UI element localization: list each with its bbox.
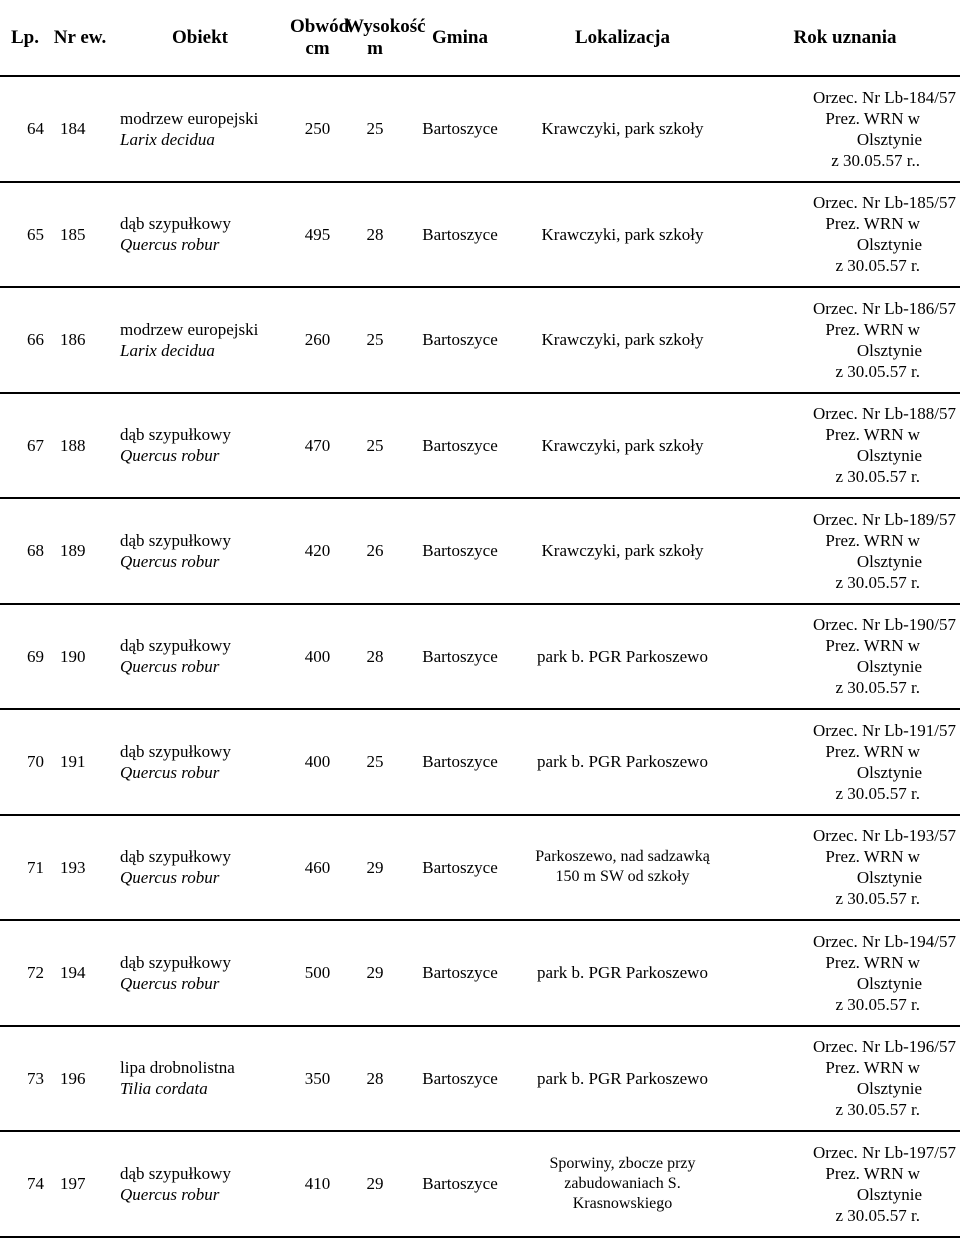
cell-rok (730, 920, 960, 1026)
table-body (0, 76, 960, 1237)
species-latin: Quercus robur (120, 762, 220, 782)
cell-rok (730, 393, 960, 499)
cell-obiekt (110, 182, 290, 288)
cell-obiekt (110, 498, 290, 604)
cell-lokalizacja (515, 1026, 730, 1132)
cell-wysokosc: 28 (366, 1068, 384, 1088)
lokalizacja-text: Krawczyki, park szkoły (541, 224, 704, 244)
lokalizacja-text: park b. PGR Parkoszewo (537, 1068, 708, 1088)
cell-rok (730, 182, 960, 288)
lokalizacja-text: Krawczyki, park szkoły (541, 330, 704, 350)
species-name: lipa drobnolistna (120, 1058, 235, 1078)
cell-nr: 184 (60, 119, 86, 139)
species-latin: Quercus robur (120, 446, 220, 466)
rok-line4: z 30.05.57 r. (835, 361, 920, 381)
species-latin: Quercus robur (120, 868, 220, 888)
rok-line4: z 30.05.57 r. (835, 467, 920, 487)
cell-lp: 68 (27, 541, 44, 561)
rok-line2: Prez. WRN w (825, 1163, 920, 1183)
rok-line4: z 30.05.57 r. (835, 256, 920, 276)
cell-obiekt (110, 920, 290, 1026)
cell-obwod: 460 (304, 857, 331, 877)
cell-lp: 71 (27, 857, 44, 877)
cell-obiekt (110, 1026, 290, 1132)
cell-wysokosc: 25 (366, 435, 384, 455)
species-name: dąb szypułkowy (120, 425, 231, 445)
cell-obwod: 400 (304, 752, 331, 772)
cell-lp: 74 (27, 1174, 44, 1194)
rok-line3: Olsztynie (856, 762, 922, 782)
cell-obwod: 495 (304, 224, 331, 244)
cell-rok (730, 76, 960, 182)
cell-nr: 190 (60, 646, 86, 666)
table-row (0, 498, 960, 604)
table-header (0, 0, 960, 76)
header-rok: Rok uznania (793, 26, 897, 48)
cell-gmina: Bartoszyce (422, 752, 498, 772)
cell-gmina: Bartoszyce (422, 646, 498, 666)
rok-line3: Olsztynie (856, 868, 922, 888)
rok-line2: Prez. WRN w (825, 214, 920, 234)
cell-nr: 197 (60, 1174, 86, 1194)
cell-nr: 186 (60, 330, 86, 350)
rok-line2: Prez. WRN w (825, 1058, 920, 1078)
cell-lokalizacja (515, 76, 730, 182)
table-row (0, 1131, 960, 1237)
rok-line4: z 30.05.57 r. (835, 889, 920, 909)
rok-line1: Orzec. Nr Lb-193/57 (812, 826, 956, 846)
rok-line1: Orzec. Nr Lb-194/57 (812, 931, 956, 951)
header-obiekt: Obiekt (172, 26, 228, 48)
lokalizacja-line2: 150 m SW od szkoły (555, 868, 690, 886)
cell-nr: 188 (60, 435, 86, 455)
cell-nr: 189 (60, 541, 86, 561)
header-lokalizacja: Lokalizacja (575, 26, 670, 48)
lokalizacja-line3: Krasnowskiego (572, 1194, 673, 1212)
rok-line3: Olsztynie (856, 129, 922, 149)
cell-lp: 70 (27, 752, 44, 772)
header-gmina: Gmina (432, 26, 488, 48)
rok-line2: Prez. WRN w (825, 952, 920, 972)
cell-lp: 72 (27, 963, 44, 983)
cell-gmina: Bartoszyce (422, 857, 498, 877)
rok-line3: Olsztynie (856, 657, 922, 677)
cell-lokalizacja (515, 920, 730, 1026)
rok-line4: z 30.05.57 r. (835, 994, 920, 1014)
cell-lokalizacja (515, 1131, 730, 1237)
cell-obwod: 410 (304, 1174, 331, 1194)
table-row (0, 920, 960, 1026)
rok-line3: Olsztynie (856, 1184, 922, 1204)
cell-obiekt (110, 1131, 290, 1237)
rok-line1: Orzec. Nr Lb-197/57 (812, 1142, 956, 1162)
rok-line3: Olsztynie (856, 340, 922, 360)
lokalizacja-multiline (549, 1154, 695, 1214)
cell-obiekt (110, 709, 290, 815)
cell-rok (730, 815, 960, 921)
cell-obiekt (110, 287, 290, 393)
cell-obwod: 420 (304, 541, 331, 561)
cell-rok (730, 498, 960, 604)
species-name: dąb szypułkowy (120, 214, 231, 234)
cell-lp: 65 (27, 224, 44, 244)
rok-line1: Orzec. Nr Lb-185/57 (812, 193, 956, 213)
table-row (0, 1026, 960, 1132)
cell-lp: 73 (27, 1068, 44, 1088)
lokalizacja-text: Krawczyki, park szkoły (541, 541, 704, 561)
cell-gmina: Bartoszyce (422, 963, 498, 983)
rok-line3: Olsztynie (856, 551, 922, 571)
species-name: dąb szypułkowy (120, 741, 231, 761)
cell-lokalizacja (515, 287, 730, 393)
cell-wysokosc: 25 (366, 119, 384, 139)
species-name: modrzew europejski (120, 108, 259, 128)
lokalizacja-line2: zabudowaniach S. (564, 1174, 681, 1192)
lokalizacja-text: park b. PGR Parkoszewo (537, 752, 708, 772)
rok-line4: z 30.05.57 r. (835, 783, 920, 803)
cell-gmina: Bartoszyce (422, 224, 498, 244)
table-row (0, 393, 960, 499)
cell-rok (730, 604, 960, 710)
cell-lp: 66 (27, 330, 44, 350)
header-obwod-label: Obwód (290, 15, 350, 37)
cell-nr: 191 (60, 752, 86, 772)
lokalizacja-line1: Parkoszewo, nad sadzawką (535, 848, 710, 866)
species-name: dąb szypułkowy (120, 847, 231, 867)
lokalizacja-text: Krawczyki, park szkoły (541, 435, 704, 455)
rok-line3: Olsztynie (856, 235, 922, 255)
cell-wysokosc: 25 (366, 752, 384, 772)
rok-line1: Orzec. Nr Lb-196/57 (812, 1037, 956, 1057)
cell-rok (730, 1026, 960, 1132)
header-wysokosc (345, 0, 426, 76)
cell-gmina: Bartoszyce (422, 541, 498, 561)
table-row (0, 815, 960, 921)
species-name: dąb szypułkowy (120, 530, 231, 550)
species-latin: Tilia cordata (120, 1079, 208, 1099)
cell-nr: 185 (60, 224, 86, 244)
cell-obwod: 250 (304, 119, 331, 139)
species-latin: Quercus robur (120, 551, 220, 571)
cell-lokalizacja (515, 604, 730, 710)
cell-obwod: 350 (304, 1068, 331, 1088)
cell-wysokosc: 29 (366, 963, 384, 983)
header-wysokosc-label: Wysokość (345, 15, 426, 37)
lokalizacja-text: park b. PGR Parkoszewo (537, 646, 708, 666)
table-row (0, 182, 960, 288)
rok-line3: Olsztynie (856, 446, 922, 466)
lokalizacja-text: park b. PGR Parkoszewo (537, 963, 708, 983)
table-row (0, 287, 960, 393)
lokalizacja-multiline (535, 847, 710, 887)
species-latin: Quercus robur (120, 235, 220, 255)
cell-gmina: Bartoszyce (422, 1068, 498, 1088)
species-name: dąb szypułkowy (120, 952, 231, 972)
cell-lp: 64 (27, 119, 44, 139)
rok-line2: Prez. WRN w (825, 636, 920, 656)
cell-wysokosc: 28 (366, 224, 384, 244)
cell-lokalizacja (515, 498, 730, 604)
cell-obiekt (110, 393, 290, 499)
header-lp: Lp. (11, 26, 39, 48)
cell-wysokosc: 28 (366, 646, 384, 666)
rok-line2: Prez. WRN w (825, 108, 920, 128)
rok-line4: z 30.05.57 r.. (831, 150, 920, 170)
cell-nr: 196 (60, 1068, 86, 1088)
cell-obiekt (110, 604, 290, 710)
cell-lokalizacja (515, 182, 730, 288)
species-name: dąb szypułkowy (120, 1163, 231, 1183)
cell-wysokosc: 29 (366, 1174, 384, 1194)
cell-lokalizacja (515, 393, 730, 499)
rok-line1: Orzec. Nr Lb-184/57 (812, 87, 956, 107)
species-name: dąb szypułkowy (120, 636, 231, 656)
rok-line2: Prez. WRN w (825, 425, 920, 445)
table-row (0, 76, 960, 182)
header-obwod-unit: cm (305, 37, 330, 59)
rok-line1: Orzec. Nr Lb-189/57 (812, 509, 956, 529)
cell-nr: 194 (60, 963, 86, 983)
species-latin: Quercus robur (120, 1184, 220, 1204)
header-obwod (290, 0, 350, 76)
cell-obiekt (110, 76, 290, 182)
rok-line2: Prez. WRN w (825, 530, 920, 550)
table-row (0, 709, 960, 815)
rok-line3: Olsztynie (856, 973, 922, 993)
species-latin: Quercus robur (120, 973, 220, 993)
cell-gmina: Bartoszyce (422, 1174, 498, 1194)
cell-obwod: 470 (304, 435, 331, 455)
rok-line2: Prez. WRN w (825, 847, 920, 867)
rok-line1: Orzec. Nr Lb-190/57 (812, 615, 956, 635)
cell-lokalizacja (515, 709, 730, 815)
header-nr: Nr ew. (53, 26, 107, 48)
cell-lp: 67 (27, 435, 44, 455)
species-latin: Larix decidua (120, 129, 215, 149)
rok-line4: z 30.05.57 r. (835, 678, 920, 698)
table-row (0, 604, 960, 710)
rok-line4: z 30.05.57 r. (835, 1100, 920, 1120)
rok-line4: z 30.05.57 r. (835, 572, 920, 592)
rok-line1: Orzec. Nr Lb-191/57 (812, 720, 956, 740)
cell-gmina: Bartoszyce (422, 119, 498, 139)
rok-line3: Olsztynie (856, 1079, 922, 1099)
lokalizacja-line1: Sporwiny, zbocze przy (549, 1154, 696, 1172)
rok-line4: z 30.05.57 r. (835, 1205, 920, 1225)
cell-lokalizacja (515, 815, 730, 921)
cell-rok (730, 1131, 960, 1237)
cell-obwod: 260 (304, 330, 331, 350)
rok-line1: Orzec. Nr Lb-186/57 (812, 298, 956, 318)
cell-rok (730, 287, 960, 393)
species-latin: Larix decidua (120, 340, 215, 360)
lokalizacja-text: Krawczyki, park szkoły (541, 119, 704, 139)
rok-line2: Prez. WRN w (825, 319, 920, 339)
cell-nr: 193 (60, 857, 86, 877)
cell-obwod: 400 (304, 646, 331, 666)
species-latin: Quercus robur (120, 657, 220, 677)
cell-obiekt (110, 815, 290, 921)
cell-wysokosc: 26 (366, 541, 384, 561)
rok-line2: Prez. WRN w (825, 741, 920, 761)
cell-wysokosc: 29 (366, 857, 384, 877)
cell-rok (730, 709, 960, 815)
cell-obwod: 500 (304, 963, 331, 983)
cell-wysokosc: 25 (366, 330, 384, 350)
rok-line1: Orzec. Nr Lb-188/57 (812, 404, 956, 424)
header-wysokosc-unit: m (367, 37, 383, 59)
species-name: modrzew europejski (120, 319, 259, 339)
cell-lp: 69 (27, 646, 44, 666)
cell-gmina: Bartoszyce (422, 330, 498, 350)
cell-gmina: Bartoszyce (422, 435, 498, 455)
